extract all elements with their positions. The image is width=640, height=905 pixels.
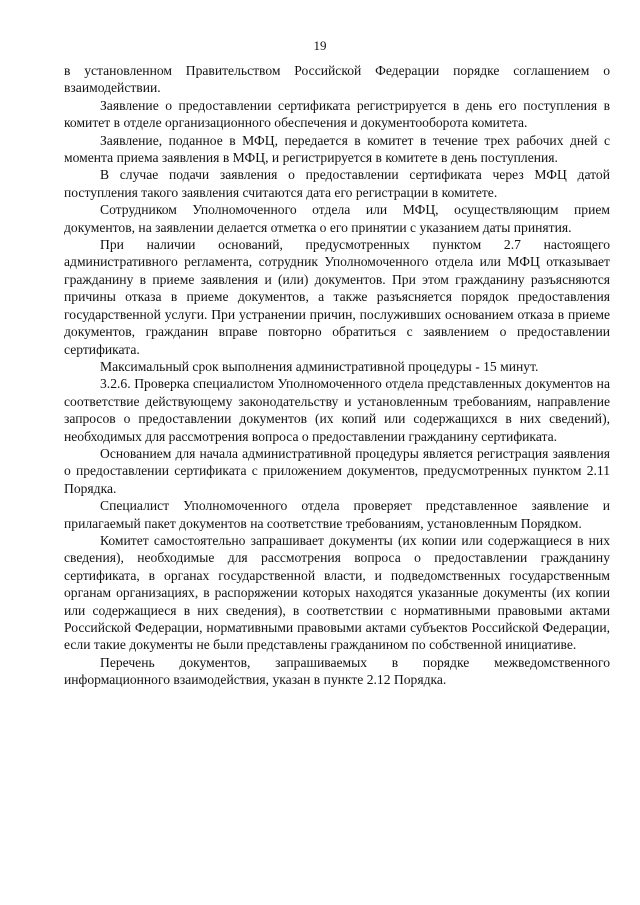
- paragraph: Основанием для начала административной процедуры является регистрация заявления о предоставлении сертификата с приложением документов, предусмотренных пунктом 2.11 Порядка.: [64, 445, 610, 496]
- paragraph: Заявление, поданное в МФЦ, передается в комитет в течение трех рабочих дней с момента приема заявления в МФЦ, и регистрируется в комитете в день поступления.: [64, 132, 610, 166]
- paragraph: Перечень документов, запрашиваемых в порядке межведомственного информационного взаимодействия, указан в пункте 2.12 Порядка.: [64, 654, 610, 688]
- paragraph: Заявление о предоставлении сертификата регистрируется в день его поступления в комитет в отделе организационного обеспечения и документооборота комитета.: [64, 97, 610, 131]
- section-heading-paragraph: 3.2.6. Проверка специалистом Уполномоченного отдела представленных документов на соответствие действующему законодательству и установленным требованиям, направление запросов о предоставлении документов (их копий или содержащихся в них сведений), необходимых для рассмотрения вопроса о предоставлении гражданину сертификата.: [64, 376, 610, 444]
- paragraph: Сотрудником Уполномоченного отдела или МФЦ, осуществляющим прием документов, на заявлении делается отметка о его принятии с указанием даты принятия.: [64, 202, 610, 235]
- page-number: 19: [313, 38, 327, 53]
- page-body: [64, 62, 610, 689]
- paragraph: В случае подачи заявления о предоставлении сертификата через МФЦ датой поступления такого заявления считаются дата его регистрации в комитете.: [64, 167, 610, 200]
- paragraph: в установленном Правительством Российской Федерации порядке соглашением о взаимодействии.: [64, 63, 610, 96]
- paragraph: Максимальный срок выполнения административной процедуры - 15 минут.: [100, 358, 539, 374]
- paragraph: Специалист Уполномоченного отдела проверяет представленное заявление и прилагаемый пакет документов на соответствие требованиям, установленным Порядком.: [64, 498, 610, 531]
- paragraph: При наличии оснований, предусмотренных пунктом 2.7 настоящего административного регламента, сотрудник Уполномоченного отдела или МФЦ отказывает гражданину в приеме заявления и (или) документов. При этом гражданину разъясняются причины отказа в приеме документов, а также разъясняется порядок предоставления государственной услуги. При устранении причин, послуживших основанием отказа в приеме документов, гражданин вправе повторно обратиться с заявлением о предоставлении сертификата.: [64, 237, 610, 357]
- paragraph: Комитет самостоятельно запрашивает документы (их копии или содержащиеся в них сведения), необходимые для рассмотрения вопроса о предоставлении гражданину сертификата, в органах государственной власти, и подведомственных государственным органам организациях, в распоряжении которых находятся указанные документы (их копии или содержащиеся в них сведения), в соответствии с нормативными правовыми актами Российской Федерации, нормативными правовыми актами субъектов Российской Федерации, если такие документы не были представлены гражданином по собственной инициативе.: [64, 532, 610, 653]
